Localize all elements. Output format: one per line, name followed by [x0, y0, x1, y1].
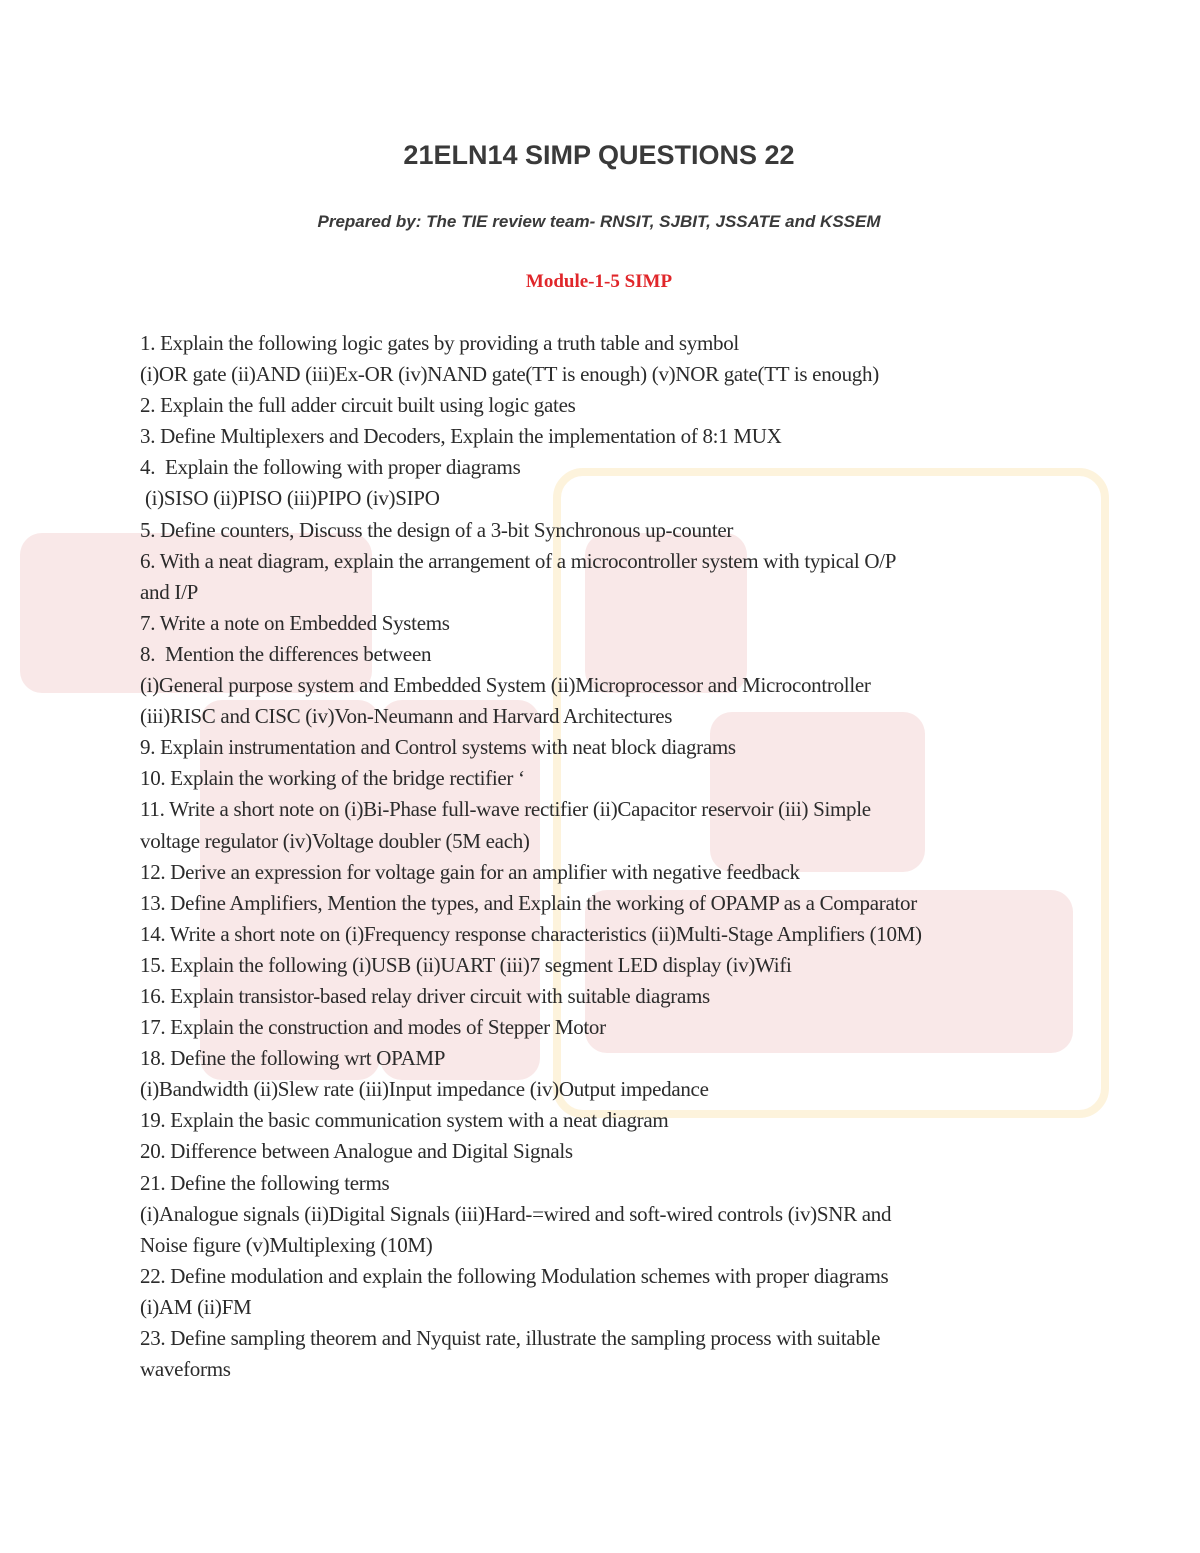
question-line: 9. Explain instrumentation and Control systems with neat block diagrams	[140, 735, 736, 760]
question-line: 5. Define counters, Discuss the design of a 3-bit Synchronous up-counter	[140, 517, 734, 542]
question-line: 12. Derive an expression for voltage gain for an amplifier with negative feedback	[140, 859, 800, 884]
prepared-by: Prepared by: The TIE review team- RNSIT, SJBIT, JSSATE and KSSEM	[317, 212, 881, 231]
question-line: 1. Explain the following logic gates by providing a truth table and symbol	[140, 331, 739, 355]
question-line: 11. Write a short note on (i)Bi-Phase full-wave rectifier (ii)Capacitor reservoir (iii) Simple	[140, 797, 871, 822]
question-line: (i)Bandwidth (ii)Slew rate (iii)Input impedance (iv)Output impedance	[140, 1077, 709, 1102]
question-line: 8. Mention the differences between	[140, 641, 432, 666]
question-line: 13. Define Amplifiers, Mention the types, and Explain the working of OPAMP as a Comparator	[140, 890, 917, 915]
question-line: 20. Difference between Analogue and Digital Signals	[140, 1139, 573, 1164]
question-line: 3. Define Multiplexers and Decoders, Explain the implementation of 8:1 MUX	[140, 424, 782, 449]
question-line: 21. Define the following terms	[140, 1170, 390, 1195]
document-title: 21ELN14 SIMP QUESTIONS 22	[403, 140, 795, 170]
question-line: and I/P	[140, 579, 198, 604]
question-list	[140, 328, 1100, 1385]
question-line: (i)General purpose system and Embedded System (ii)Microprocessor and Microcontroller	[140, 673, 871, 698]
question-line: 15. Explain the following (i)USB (ii)UART (iii)7 segment LED display (iv)Wifi	[140, 952, 792, 977]
question-line: (i)AM (ii)FM	[140, 1294, 252, 1319]
question-line: 22. Define modulation and explain the following Modulation schemes with proper diagrams	[140, 1263, 889, 1288]
question-line: waveforms	[140, 1357, 231, 1382]
question-line: 23. Define sampling theorem and Nyquist rate, illustrate the sampling process with suitable	[140, 1326, 881, 1350]
question-line: 18. Define the following wrt OPAMP	[140, 1046, 446, 1071]
question-line: 19. Explain the basic communication system with a neat diagram	[140, 1108, 669, 1133]
question-line: Noise figure (v)Multiplexing (10M)	[140, 1232, 433, 1257]
question-line: (i)SISO (ii)PISO (iii)PIPO (iv)SIPO	[140, 486, 440, 511]
question-line: 4. Explain the following with proper diagrams	[140, 455, 521, 480]
question-line: (i)Analogue signals (ii)Digital Signals (iii)Hard-=wired and soft-wired controls (iv)SNR and	[140, 1201, 892, 1226]
question-line: 17. Explain the construction and modes of Stepper Motor	[140, 1015, 606, 1040]
question-line: 2. Explain the full adder circuit built using logic gates	[140, 393, 576, 418]
question-line: 10. Explain the working of the bridge rectifier ‘	[140, 766, 525, 791]
question-line: voltage regulator (iv)Voltage doubler (5M each)	[140, 828, 530, 853]
question-line: 14. Write a short note on (i)Frequency response characteristics (ii)Multi-Stage Amplifiers (10M)	[140, 921, 922, 946]
question-line: 16. Explain transistor-based relay driver circuit with suitable diagrams	[140, 983, 710, 1008]
module-heading: Module-1-5 SIMP	[525, 271, 673, 292]
question-line: (iii)RISC and CISC (iv)Von-Neumann and Harvard Architectures	[140, 704, 673, 729]
question-line: 7. Write a note on Embedded Systems	[140, 610, 450, 635]
question-line: (i)OR gate (ii)AND (iii)Ex-OR (iv)NAND gate(TT is enough) (v)NOR gate(TT is enough)	[140, 362, 879, 387]
question-line: 6. With a neat diagram, explain the arrangement of a microcontroller system with typical O/P	[140, 548, 897, 573]
